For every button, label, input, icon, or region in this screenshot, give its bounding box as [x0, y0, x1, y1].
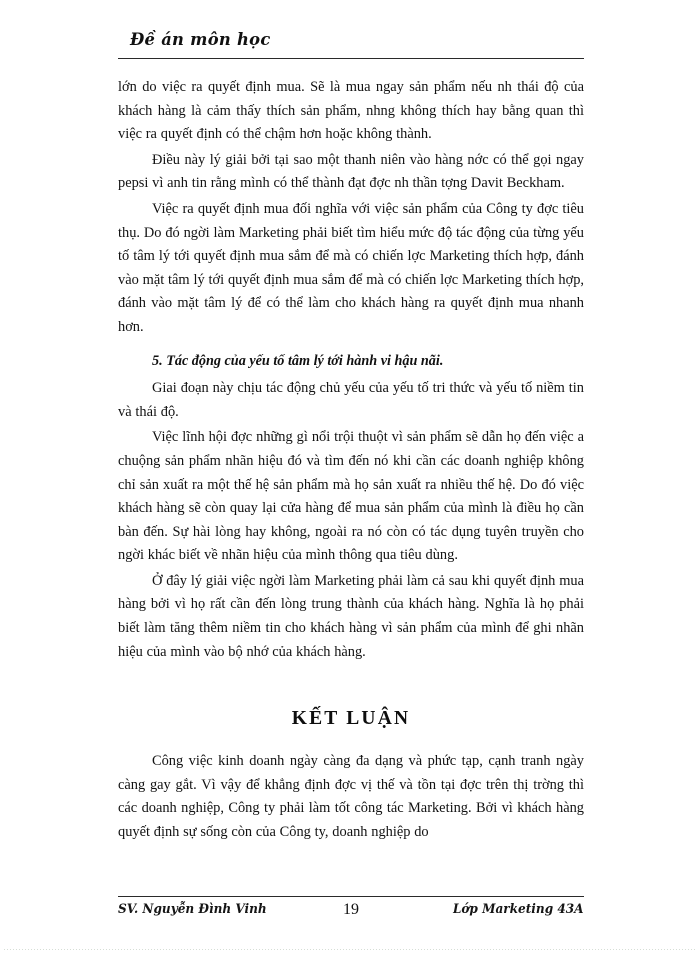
paragraph-7: Công việc kinh doanh ngày càng đa dạng và phức tạp, cạnh tranh ngày càng gay gắt. Vì vậy để khẳng định đợc vị thế và tồn tại đợc trên thị trờng thì các doanh nghiệp, Công ty phải làm tốt công tác Marketing. Bởi vì khách hàng quyết định sự sống còn của Công ty, doanh nghiệp do	[118, 753, 584, 841]
paragraph-5: Việc lĩnh hội đợc những gì nổi trội thuột vì sản phẩm sẽ dẫn họ đến việc a chuộng sản phẩm nhãn hiệu đó và tìm đến nó khi cần các doanh nghiệp không chỉ sản xuất ra một thế hệ sản phẩm mà họ sản xuất ra nhiều thế hệ. Do đó việc khách hàng sẽ còn quay lại cửa hàng để mua sản phẩm của mình là điều họ cần bàn đến. Sự hài lòng hay không, ngoài ra nó còn có tác dụng tuyên truyền cho ngời khác biết về nhãn hiệu của mình thông qua tiêu dùng.	[118, 429, 584, 564]
footer-author: SV. Nguyễn Đình Vinh	[118, 902, 267, 916]
footer-rule	[118, 896, 584, 897]
running-footer	[118, 896, 584, 928]
footer-class: Lớp Marketing 43A	[453, 902, 584, 916]
paragraph-1: lớn do việc ra quyết định mua. Sẽ là mua ngay sản phẩm nếu nh thái độ của khách hàng là cảm thấy thích sản phẩm, nhng không thích hay bằng quan thì việc ra quyết định có thể chậm hơn hoặc không thành.	[118, 79, 584, 143]
paragraph-2: Điều này lý giải bởi tại sao một thanh niên vào hàng nớc có thể gọi ngay pepsi vì anh tin rằng mình có thể thành đạt đợc nh thần tợng Davit Beckham.	[118, 151, 584, 192]
paragraph-6: Ở đây lý giải việc ngời làm Marketing phải làm cả sau khi quyết định mua hàng bởi vì họ rất cần đến lòng trung thành của khách hàng. Nghĩa là họ phải biết làm tăng thêm niềm tin cho khách hàng vì sản phẩm của mình để ghi nhãn hiệu của mình vào bộ nhớ của khách hàng.	[118, 572, 584, 660]
running-header	[118, 30, 584, 64]
footer-row	[118, 900, 584, 926]
body-text-column	[118, 76, 584, 845]
section-heading-5: 5. Tác động của yếu tố tâm lý tới hành vi hậu nãi.	[152, 352, 444, 369]
page-bottom-edge	[0, 940, 700, 960]
page-number: 19	[343, 901, 359, 918]
paragraph-3: Việc ra quyết định mua đối nghĩa với việc sản phẩm của Công ty đợc tiêu thụ. Do đó ngời làm Marketing phải biết tìm hiểu mức độ tác động của từng yếu tố tâm lý tới quyết định mua sắm để mà có chiến lợc Marketing thích hợp, đánh vào mặt tâm lý tới quyết định mua sắm để mà có chiến lợc Marketing thích hợp, đánh vào mặt tâm lý để có thể làm cho khách hàng ra quyết định mua nhanh hơn.	[118, 200, 584, 335]
header-title: Đề án môn học	[130, 30, 271, 50]
page-edge-line	[4, 949, 696, 950]
header-rule	[118, 58, 584, 59]
conclusion-heading: KẾT LUẬN	[291, 708, 411, 730]
paragraph-4: Giai đoạn này chịu tác động chủ yếu của yếu tố tri thức và yếu tố niềm tin và thái độ.	[118, 380, 584, 420]
